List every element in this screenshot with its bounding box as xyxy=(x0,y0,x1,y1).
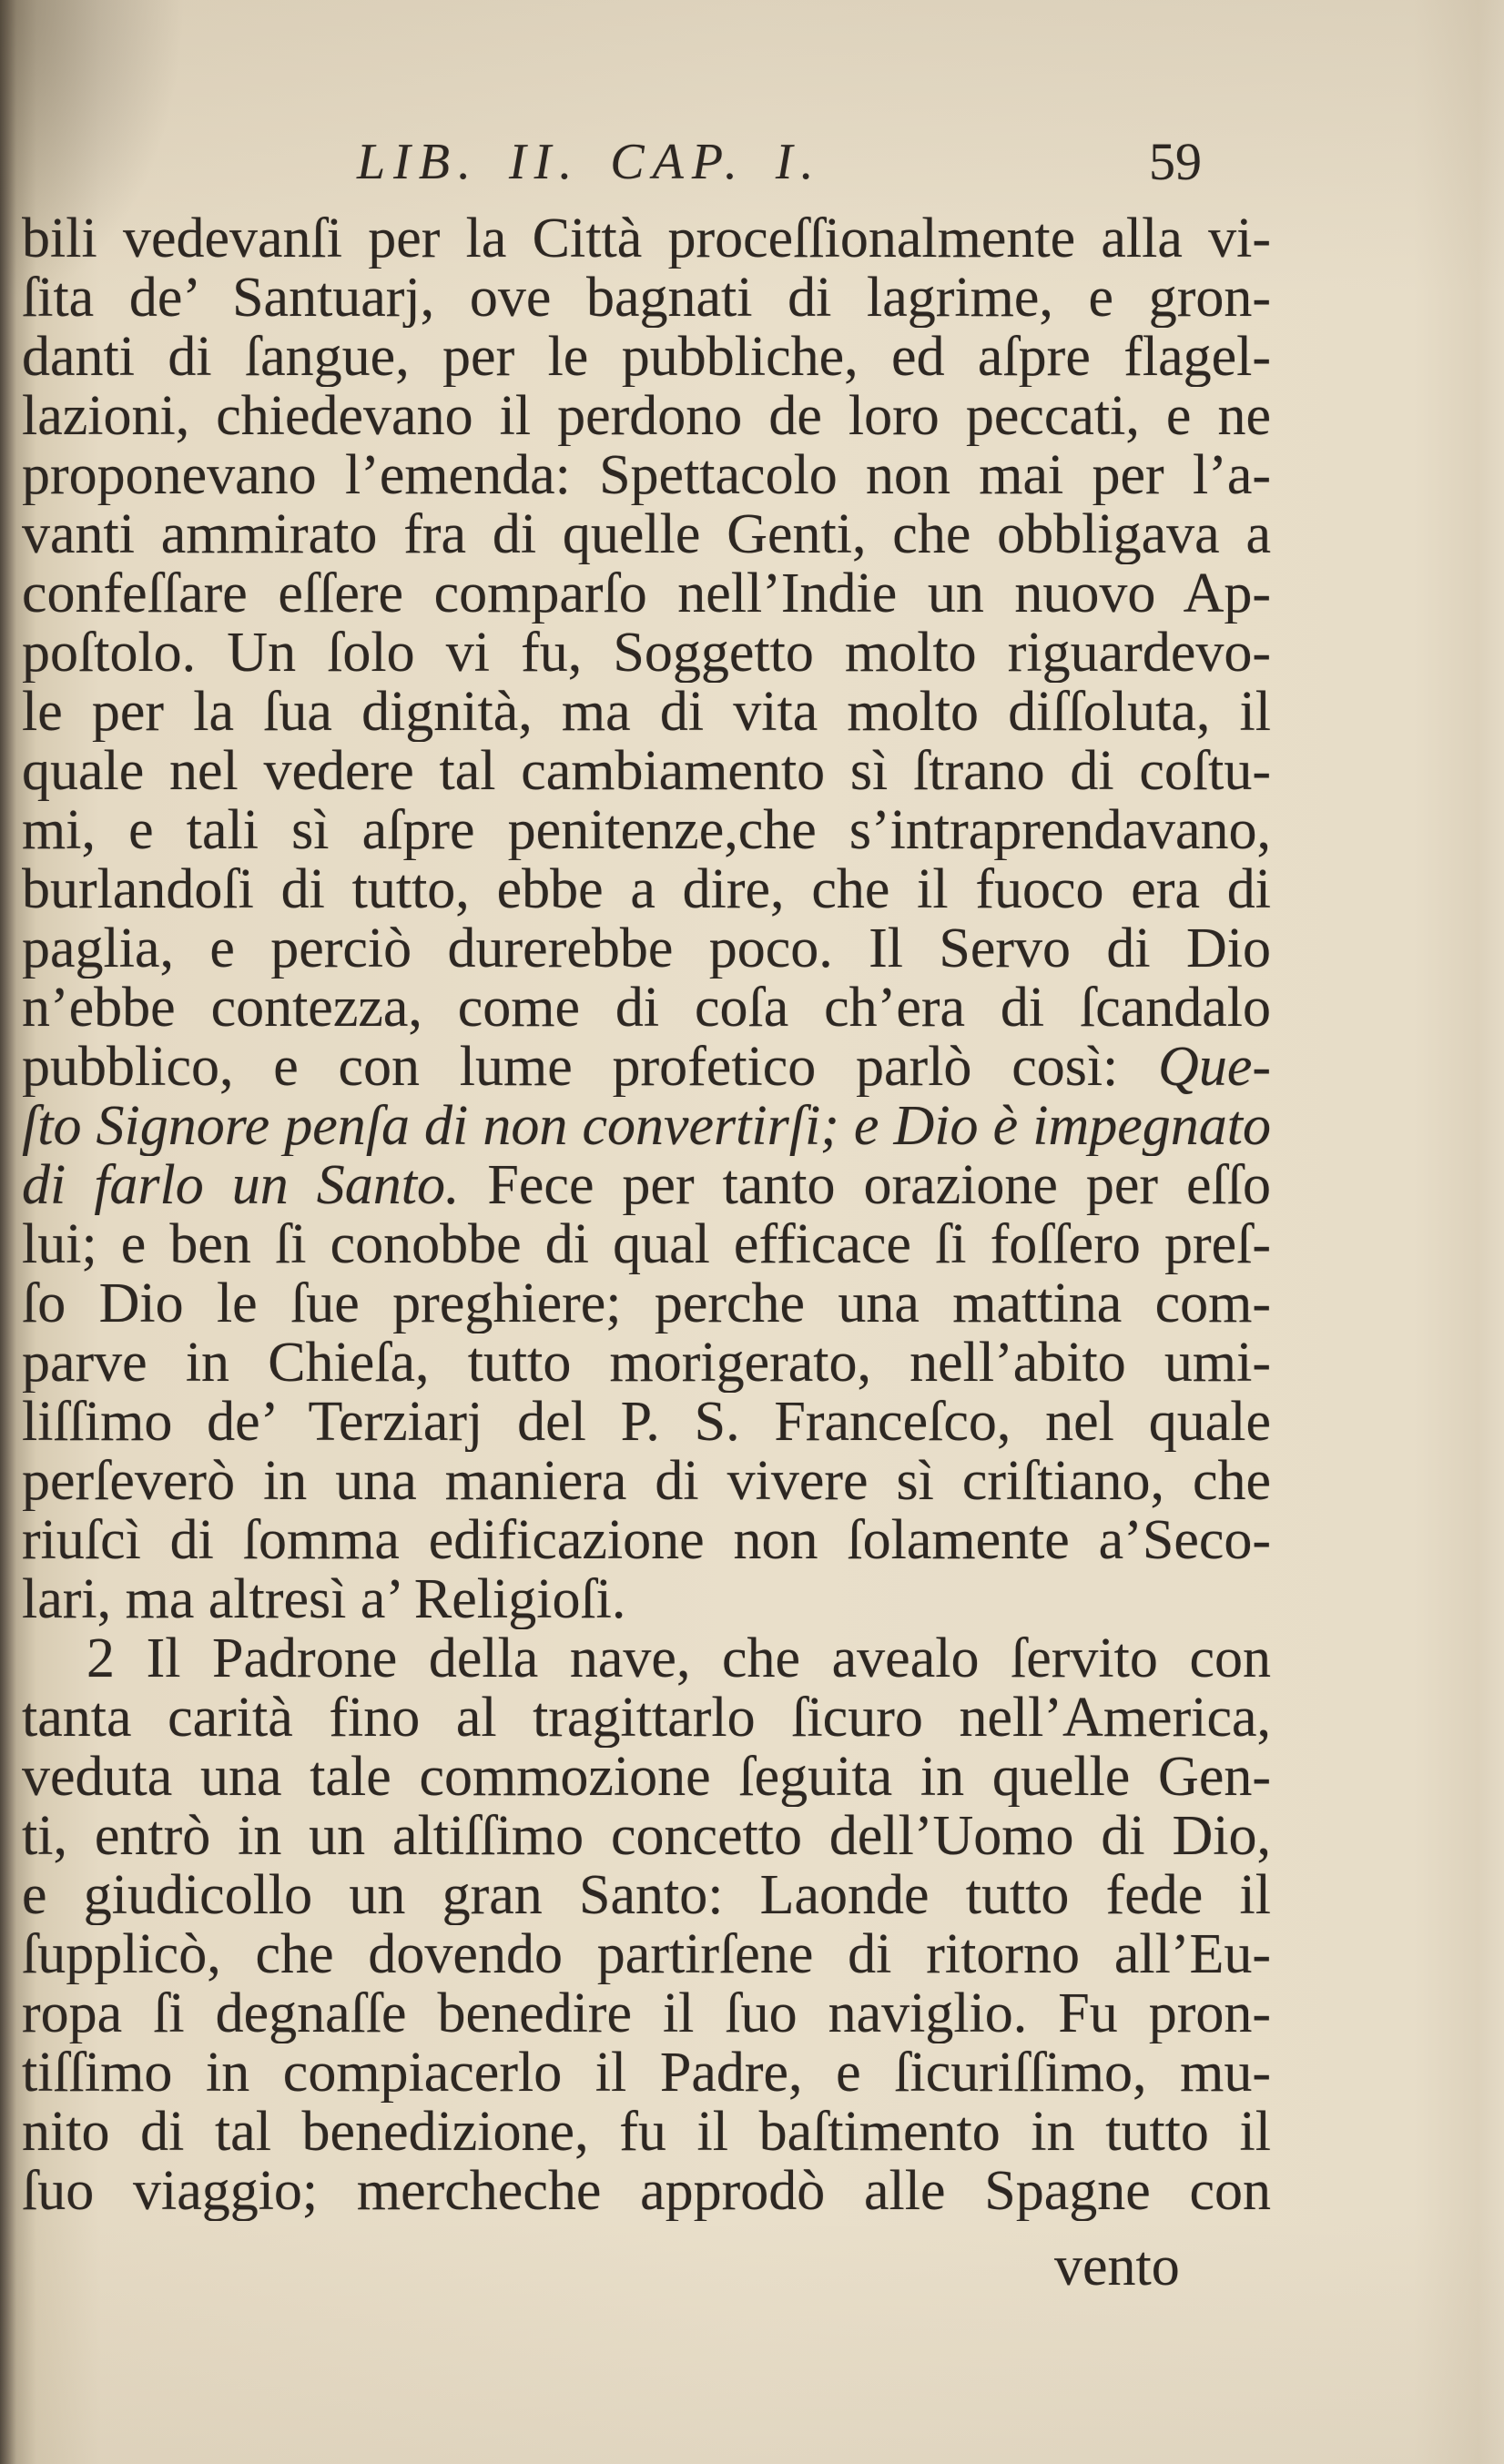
italic-text-segment: Que- xyxy=(1158,1038,1271,1097)
text-line: n’ebbe contezza, come di coſa ch’era di ſcandalo xyxy=(22,979,1271,1038)
catchword: vento xyxy=(1054,2236,1180,2297)
text-line: mi, e tali sì aſpre penitenze,che s’intraprendavano, xyxy=(22,801,1271,860)
text-line: lui; e ben ſi conobbe di qual efficace ſi foſſero preſ- xyxy=(22,1215,1271,1274)
text-line: confeſſare eſſere comparſo nell’Indie un nuovo Ap- xyxy=(22,564,1271,624)
paragraph-2 xyxy=(22,1629,1271,2221)
text-line: ti, entrò in un altiſſimo concetto dell’Uomo di Dio, xyxy=(22,1807,1271,1866)
text-line xyxy=(22,1629,1271,1688)
text-line: e giudicollo un gran Santo: Laonde tutto fede il xyxy=(22,1866,1271,1925)
italic-text-line: ſto Signore penſa di non convertirſi; e Dio è impegnato xyxy=(22,1097,1271,1156)
text-line: parve in Chieſa, tutto morigerato, nell’abito umi- xyxy=(22,1333,1271,1393)
text-line: danti di ſangue, per le pubbliche, ed aſpre flagel- xyxy=(22,328,1271,387)
text-line: proponevano l’emenda: Spettacolo non mai per l’a- xyxy=(22,446,1271,505)
text-line: vanti ammirato fra di quelle Genti, che obbligava a xyxy=(22,505,1271,564)
text-line: nito di tal benedizione, fu il baſtimento in tutto il xyxy=(22,2103,1271,2162)
italic-text-segment: di farlo un Santo. xyxy=(22,1156,460,1215)
text-segment: Il Padrone della nave, che avealo ſervito con xyxy=(146,1629,1271,1688)
text-segment: Fece per tanto orazione per eſſo xyxy=(459,1156,1271,1215)
text-line: ſita de’ Santuarj, ove bagnati di lagrime, e gron- xyxy=(22,269,1271,328)
text-line: lazioni, chiedevano il perdono de loro peccati, e ne xyxy=(22,387,1271,446)
text-line: paglia, e perciò durerebbe poco. Il Servo di Dio xyxy=(22,919,1271,979)
text-line: lari, ma altresì a’ Religioſi. xyxy=(22,1570,626,1629)
paragraph-number: 2 xyxy=(86,1629,115,1688)
text-line: poſtolo. Un ſolo vi fu, Soggetto molto riguardevo- xyxy=(22,624,1271,683)
text-line: riuſcì di ſomma edificazione non ſolamente a’Seco- xyxy=(22,1511,1271,1570)
text-line: quale nel vedere tal cambiamento sì ſtrano di coſtu- xyxy=(22,742,1271,801)
text-line: tiſſimo in compiacerlo il Padre, e ſicuriſſimo, mu- xyxy=(22,2043,1271,2103)
paragraph-1 xyxy=(22,209,1271,1629)
text-line: burlandoſi di tutto, ebbe a dire, che il fuoco era di xyxy=(22,860,1271,919)
body-text xyxy=(22,209,1271,2221)
text-line: ſupplicò, che dovendo partirſene di ritorno all’Eu- xyxy=(22,1925,1271,1984)
page-number: 59 xyxy=(1149,132,1202,191)
running-head: LIB. II. CAP. I. xyxy=(357,134,822,190)
text-line: tanta carità fino al tragittarlo ſicuro nell’America, xyxy=(22,1688,1271,1748)
text-line xyxy=(22,1156,1271,1215)
text-line xyxy=(22,1038,1271,1097)
text-segment: pubblico, e con lume profetico parlò così: xyxy=(22,1038,1159,1097)
text-line: perſeverò in una maniera di vivere sì criſtiano, che xyxy=(22,1452,1271,1511)
text-line: bili vedevanſi per la Città proceſſionalmente alla vi- xyxy=(22,209,1271,269)
text-line: liſſimo de’ Terziarj del P. S. Franceſco, nel quale xyxy=(22,1393,1271,1452)
text-line: veduta una tale commozione ſeguita in quelle Gen- xyxy=(22,1748,1271,1807)
text-line: ropa ſi degnaſſe benedire il ſuo naviglio. Fu pron- xyxy=(22,1984,1271,2043)
text-line: ſo Dio le ſue preghiere; perche una mattina com- xyxy=(22,1274,1271,1333)
text-line: le per la ſua dignità, ma di vita molto diſſoluta, il xyxy=(22,683,1271,742)
text-line: ſuo viaggio; mercheche approdò alle Spagne con xyxy=(22,2162,1271,2221)
